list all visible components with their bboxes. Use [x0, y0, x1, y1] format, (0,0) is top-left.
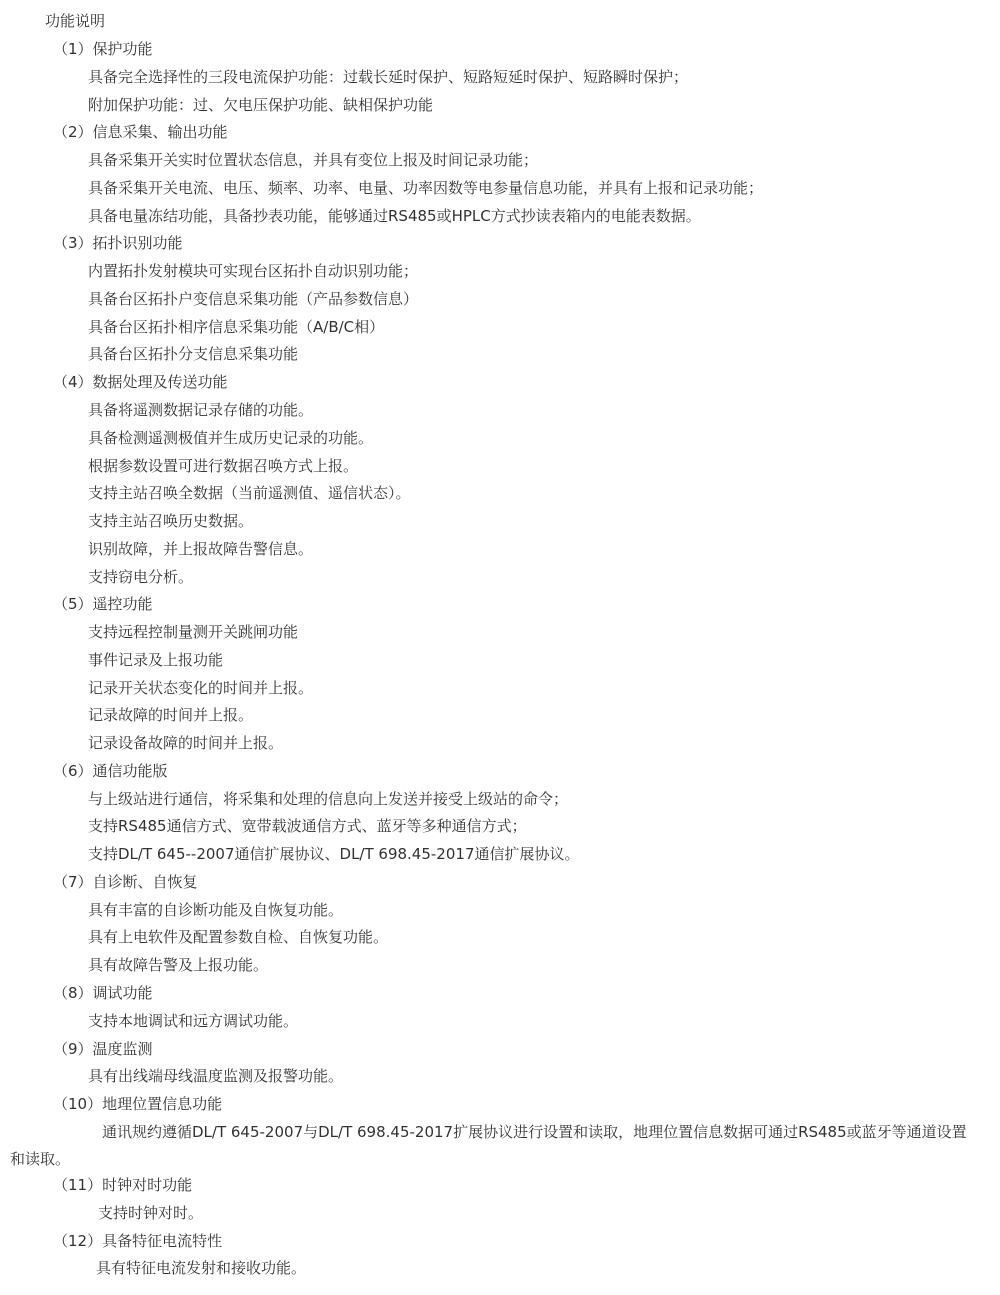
- list-item: 支持时钟对时。: [98, 1204, 204, 1222]
- list-item: 识别故障，并上报故障告警信息。: [88, 540, 314, 558]
- list-item: 具备台区拓扑户变信息采集功能（产品参数信息）: [88, 290, 419, 308]
- paragraph: 通讯规约遵循DL/T 645-2007与DL/T 698.45-2017扩展协议进行设置和读取，地理位置信息数据可通过RS485或蓝牙等通道设置和读取。: [10, 1123, 967, 1168]
- list-item: 具备台区拓扑分支信息采集功能: [88, 345, 299, 363]
- list-item: 具有上电软件及配置参数自检、自恢复功能。: [88, 928, 389, 946]
- list-item: 根据参数设置可进行数据召唤方式上报。: [88, 457, 359, 475]
- list-item: 具有故障告警及上报功能。: [88, 956, 269, 974]
- list-item: 事件记录及上报功能: [88, 651, 224, 669]
- list-item: 附加保护功能：过、欠电压保护功能、缺相保护功能: [88, 96, 434, 114]
- list-item: 具备检测遥测极值并生成历史记录的功能。: [88, 429, 374, 447]
- list-item: 支持主站召唤历史数据。: [88, 512, 254, 530]
- list-item: 支持窃电分析。: [88, 568, 194, 586]
- list-item: 具备完全选择性的三段电流保护功能：过载长延时保护、短路短延时保护、短路瞬时保护；: [88, 68, 689, 86]
- section-heading: （5）遥控功能: [53, 595, 153, 613]
- list-item: 具备台区拓扑相序信息采集功能（A/B/C相）: [88, 318, 385, 336]
- section-heading: （7）自诊断、自恢复: [53, 873, 198, 891]
- section-heading: （8）调试功能: [53, 984, 153, 1002]
- section-heading: （3）拓扑识别功能: [53, 234, 183, 252]
- section-heading: （6）通信功能版: [53, 762, 168, 780]
- section-heading: （12）具备特征电流特性: [53, 1232, 223, 1250]
- list-item: 内置拓扑发射模块可实现台区拓扑自动识别功能；: [88, 262, 419, 280]
- list-item: 具备将遥测数据记录存储的功能。: [88, 401, 314, 419]
- section-heading: （10）地理位置信息功能: [53, 1095, 223, 1113]
- section-heading: （9）温度监测: [53, 1040, 153, 1058]
- page-title: 功能说明: [45, 12, 106, 30]
- list-item: 支持本地调试和远方调试功能。: [88, 1012, 299, 1030]
- list-item: 记录开关状态变化的时间并上报。: [88, 679, 314, 697]
- list-item: 具有出线端母线温度监测及报警功能。: [88, 1067, 344, 1085]
- list-item: 具有丰富的自诊断功能及自恢复功能。: [88, 901, 344, 919]
- list-item: 支持RS485通信方式、宽带载波通信方式、蓝牙等多种通信方式；: [88, 817, 527, 835]
- list-item: 具备采集开关实时位置状态信息，并具有变位上报及时间记录功能；: [88, 151, 539, 169]
- list-item: 支持主站召唤全数据（当前遥测值、遥信状态）。: [88, 484, 411, 502]
- list-item: 支持DL/T 645--2007通信扩展协议、DL/T 698.45-2017通信扩展协议。: [88, 845, 580, 863]
- list-item: 记录设备故障的时间并上报。: [88, 734, 284, 752]
- section-heading: （1）保护功能: [53, 40, 153, 58]
- list-item: 记录故障的时间并上报。: [88, 706, 254, 724]
- list-item: 具备采集开关电流、电压、频率、功率、电量、功率因数等电参量信息功能，并具有上报和记录功能；: [88, 179, 764, 197]
- section-heading: （11）时钟对时功能: [53, 1176, 193, 1194]
- section-heading: （2）信息采集、输出功能: [53, 123, 228, 141]
- section-heading: （4）数据处理及传送功能: [53, 373, 228, 391]
- list-item: 与上级站进行通信，将采集和处理的信息向上发送并接受上级站的命令；: [88, 790, 569, 808]
- list-item: 支持远程控制量测开关跳闸功能: [88, 623, 299, 641]
- list-item: 具备电量冻结功能，具备抄表功能，能够通过RS485或HPLC方式抄读表箱内的电能表数据。: [88, 207, 701, 225]
- list-item: 具有特征电流发射和接收功能。: [96, 1259, 307, 1277]
